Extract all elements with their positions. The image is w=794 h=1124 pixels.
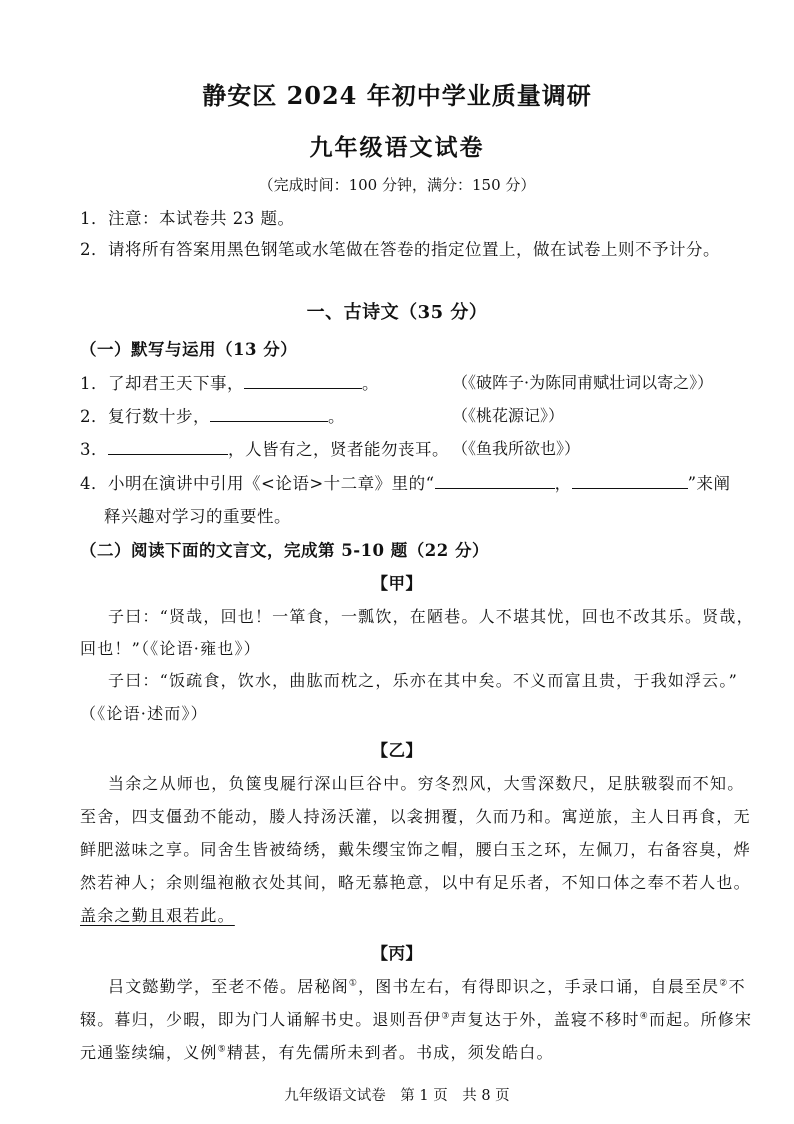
footnote-marker-1: ①: [348, 978, 359, 989]
passage-yi-line1: 当余之从师也，负箧曳屣行深山巨谷中。穷冬烈风，大雪深数尺，足肤皲裂而不知。: [108, 774, 745, 793]
footnote-marker-5: ⑤: [217, 1044, 227, 1055]
question-2-suffix: 。: [328, 407, 345, 426]
note-2: 2．请将所有答案用黑色钢笔或水笔做在答卷的指定位置上，做在试卷上则不予计分。: [80, 240, 720, 259]
passage-bing-line2-text-a: 辍。暮归，少暇，即为门人诵解书史。退则吾伊: [80, 1010, 442, 1029]
question-3-prefix: 3．: [80, 440, 108, 459]
passage-jia-p1-line1: 子曰：“贤哉，回也！一箪食，一瓢饮，在陋巷。人不堪其忧，回也不改其乐。贤哉，: [108, 607, 754, 626]
question-4-suffix: ”来阐: [687, 474, 731, 493]
passage-bing-line2: [80, 1007, 752, 1030]
answer-blank-2[interactable]: [210, 405, 328, 422]
passage-bing-line3-text-b: 精甚，有先儒所未到者。书成，须发皓白。: [226, 1043, 554, 1062]
part-1-title: （一）默写与运用（13 分）: [80, 340, 298, 359]
question-1-source: （《破阵子·为陈同甫赋壮词以寄之》）: [452, 373, 714, 392]
passage-bing-line2-text-b: 声复达于外，盖寝不移时: [450, 1010, 640, 1029]
question-4-prefix: 4．小明在演讲中引用《<论语>十二章》里的“: [80, 474, 435, 493]
footnote-marker-4: ④: [639, 1011, 649, 1022]
passage-yi-label: 【乙】: [371, 741, 423, 760]
passage-yi-line4: 然若神人；余则缊袍敝衣处其间，略无慕艳意，以中有足乐者，不知口体之奉不若人也。: [80, 873, 751, 892]
passage-bing-line1-text-a: 吕文懿勤学，至老不倦。居秘阁: [108, 977, 349, 996]
passage-bing-line3: [80, 1040, 554, 1063]
passage-yi-underlined-sentence: 盖余之勤且艰若此。: [80, 906, 235, 925]
note-1: 1．注意：本试卷共 23 题。: [80, 209, 295, 228]
passage-bing-line1-text-c: 不: [728, 977, 746, 996]
exam-title: 静安区 2024 年初中学业质量调研: [202, 81, 592, 110]
question-1-suffix: 。: [362, 374, 379, 393]
footnote-marker-3: ③: [441, 1011, 451, 1022]
time-info: （完成时间：100 分钟，满分：150 分）: [258, 176, 536, 194]
question-1-prefix: 1．了却君王天下事，: [80, 374, 244, 393]
question-4-line-2: 释兴趣对学习的重要性。: [104, 507, 291, 526]
passage-bing-line3-text-a: 元通鉴续编，义例: [80, 1043, 218, 1062]
question-2-prefix: 2．复行数十步，: [80, 407, 210, 426]
answer-blank-4a[interactable]: [435, 472, 555, 489]
answer-blank-4b[interactable]: [572, 472, 688, 489]
passage-jia-p1-line2: 回也！”（《论语·雍也》）: [80, 639, 261, 658]
question-1: [80, 370, 379, 394]
passage-yi-line3: 鲜肥滋味之享。同舍生皆被绮绣，戴朱缨宝饰之帽，腰白玉之环，左佩刀，右备容臭，烨: [80, 840, 751, 859]
answer-blank-3[interactable]: [108, 438, 228, 455]
footnote-marker-2: ②: [719, 978, 729, 989]
question-3: [80, 436, 449, 460]
passage-bing-label: 【丙】: [371, 944, 423, 963]
passage-jia-label: 【甲】: [371, 574, 423, 593]
passage-bing-line2-text-c: 而起。所修宋: [648, 1010, 753, 1029]
question-4: [80, 470, 731, 494]
exam-subtitle: 九年级语文试卷: [309, 134, 485, 161]
question-2: [80, 403, 345, 427]
answer-blank-1[interactable]: [244, 372, 362, 389]
part-2-title: （二）阅读下面的文言文，完成第 5-10 题（22 分）: [80, 541, 489, 560]
passage-bing-line1-text-b: ，图书左右，有得即识之，手录口诵，自晨至昃: [358, 977, 720, 996]
passage-jia-p2-line1: 子曰：“饭疏食，饮水，曲肱而枕之，乐亦在其中矣。不义而富且贵，于我如浮云。”: [108, 671, 738, 690]
question-3-suffix: ，人皆有之，贤者能勿丧耳。: [228, 440, 449, 459]
question-3-source: （《鱼我所欲也》）: [452, 439, 581, 458]
passage-bing-line1: [108, 974, 746, 997]
section-1-title: 一、古诗文（35 分）: [306, 302, 488, 323]
question-4-middle: ，: [554, 474, 572, 493]
question-2-source: （《桃花源记》）: [452, 406, 565, 425]
passage-jia-p2-line2: （《论语·述而》）: [80, 704, 208, 723]
page-footer: 九年级语文试卷 第 1 页 共 8 页: [284, 1088, 510, 1104]
passage-yi-line2: 至舍，四支僵劲不能动，媵人持汤沃灌，以衾拥覆，久而乃和。寓逆旅，主人日再食，无: [80, 807, 751, 826]
